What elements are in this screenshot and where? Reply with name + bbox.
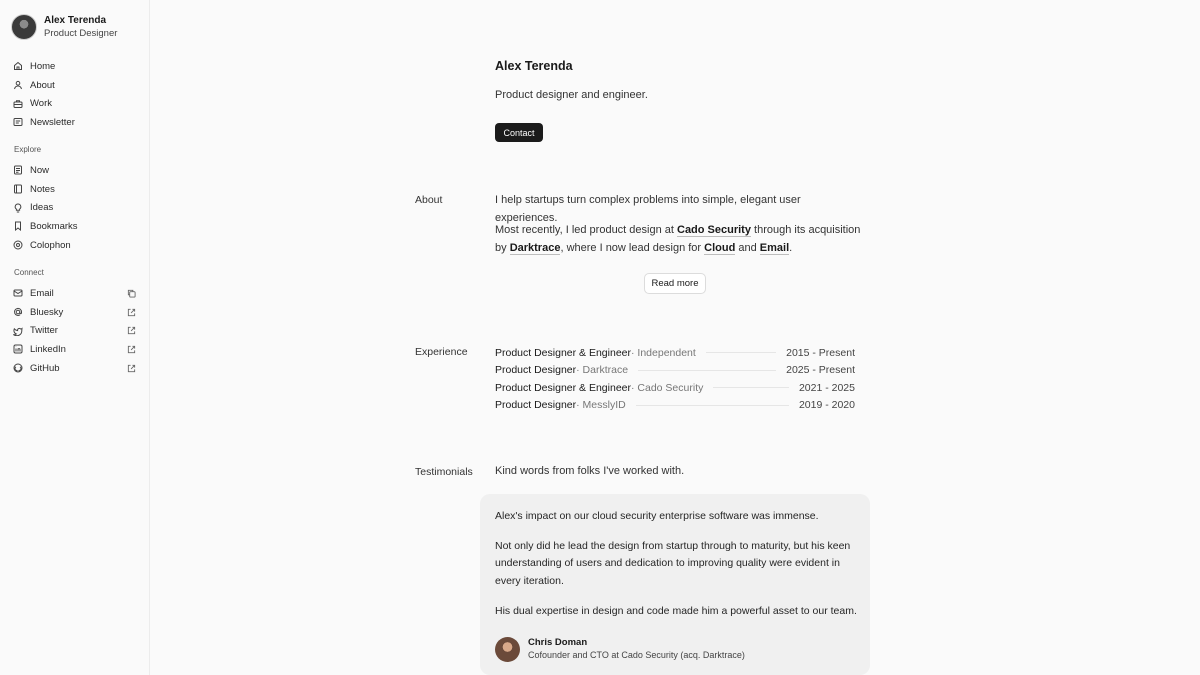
about-paragraph-2	[495, 222, 865, 257]
email-link[interactable]: Email	[759, 241, 790, 254]
experience-title: Product Designer	[495, 364, 577, 377]
notes-icon	[13, 184, 23, 194]
sidebar-item-now[interactable]	[13, 161, 136, 180]
sidebar-item-github[interactable]	[13, 359, 136, 378]
bookmark-icon	[13, 221, 23, 231]
testimonial-quote-2: Not only did he lead the design from startup through to maturity, but his keen understanding of users and dedication to improving quality were evident in every iteration.	[495, 540, 851, 587]
connect-section-label: Connect	[14, 268, 44, 277]
profile-name: Alex Terenda	[44, 15, 107, 26]
experience-dates: 2019 - 2020	[798, 399, 855, 412]
sidebar-item-home[interactable]	[13, 57, 136, 76]
sidebar-item-bluesky[interactable]	[13, 303, 136, 322]
sidebar-item-bookmarks[interactable]	[13, 217, 136, 236]
sidebar-item-notes[interactable]	[13, 180, 136, 199]
avatar	[495, 637, 520, 662]
experience-dates: 2021 - 2025	[798, 381, 855, 394]
testimonial-card	[480, 494, 870, 675]
divider	[636, 405, 789, 406]
colophon-icon	[13, 240, 23, 250]
list-item	[495, 379, 855, 397]
page-title: Alex Terenda	[495, 59, 573, 73]
external-link-icon[interactable]	[127, 364, 136, 373]
sidebar-item-label: Bookmarks	[30, 220, 78, 232]
sidebar-item-label: Home	[30, 60, 56, 72]
lightbulb-icon	[13, 203, 23, 213]
list-item	[495, 397, 855, 415]
cado-security-link[interactable]: Cado Security	[677, 224, 751, 236]
hero-tagline: Product designer and engineer.	[495, 89, 648, 101]
sidebar-item-linkedin[interactable]	[13, 340, 136, 359]
testimonials-section-label: Testimonials	[415, 466, 473, 478]
list-item	[495, 344, 855, 362]
connect-nav	[13, 284, 136, 377]
testimonial-author	[495, 636, 745, 662]
home-icon	[13, 61, 23, 71]
external-link-icon[interactable]	[127, 308, 136, 317]
sidebar-item-label: GitHub	[30, 362, 60, 374]
sidebar-item-label: Newsletter	[30, 116, 75, 128]
experience-company: · Independent	[631, 346, 696, 359]
experience-company: · Cado Security	[631, 381, 704, 394]
experience-dates: 2015 - Present	[786, 346, 855, 359]
sidebar-item-colophon[interactable]	[13, 236, 136, 255]
darktrace-link[interactable]: Darktrace	[509, 241, 561, 254]
divider	[638, 370, 776, 371]
primary-nav	[13, 57, 136, 132]
experience-title: Product Designer	[495, 399, 577, 412]
sidebar	[0, 0, 150, 675]
linkedin-icon	[13, 344, 23, 354]
at-icon	[13, 307, 23, 317]
sidebar-item-about[interactable]	[13, 76, 136, 95]
sidebar-item-label: Email	[30, 287, 54, 299]
profile-role: Product Designer	[44, 28, 118, 39]
user-icon	[13, 80, 23, 90]
external-link-icon[interactable]	[127, 326, 136, 335]
author-name: Chris Doman	[528, 637, 588, 648]
experience-title: Product Designer & Engineer	[495, 381, 631, 394]
note-icon	[13, 165, 23, 175]
twitter-icon	[13, 326, 23, 336]
explore-section-label: Explore	[14, 145, 42, 154]
sidebar-item-label: Colophon	[30, 239, 71, 251]
experience-section-label: Experience	[415, 346, 468, 358]
experience-dates: 2025 - Present	[786, 364, 855, 377]
about-paragraph-1: I help startups turn complex problems into simple, elegant user experiences.	[495, 194, 801, 224]
experience-company: · Darktrace	[576, 364, 629, 377]
read-more-button[interactable]: Read more	[644, 273, 706, 294]
copy-icon[interactable]	[127, 289, 136, 298]
github-icon	[13, 363, 23, 373]
sidebar-item-twitter[interactable]	[13, 321, 136, 340]
about-section-label: About	[415, 194, 443, 206]
sidebar-item-label: LinkedIn	[30, 343, 66, 355]
sidebar-profile[interactable]	[11, 14, 117, 40]
experience-list	[495, 344, 855, 414]
experience-title: Product Designer & Engineer	[495, 346, 631, 359]
sidebar-item-label: Twitter	[30, 325, 58, 337]
sidebar-item-label: Work	[30, 98, 52, 110]
about-text: through its acquisition by	[495, 224, 861, 254]
sidebar-item-label: Bluesky	[30, 306, 64, 318]
testimonial-quote-3: His dual expertise in design and code made him a powerful asset to our team.	[495, 605, 857, 617]
divider	[713, 387, 789, 388]
list-item	[495, 362, 855, 380]
testimonial-quote-1: Alex's impact on our cloud security enterprise software was immense.	[495, 510, 819, 522]
cloud-link[interactable]: Cloud	[704, 241, 736, 254]
testimonials-intro: Kind words from folks I've worked with.	[495, 465, 685, 477]
sidebar-item-label: Ideas	[30, 202, 54, 214]
about-text: Most recently, I led product design at	[495, 224, 677, 236]
sidebar-item-label: Notes	[30, 183, 55, 195]
avatar	[11, 14, 37, 40]
author-role: Cofounder and CTO at Cado Security (acq. Darktrace)	[528, 650, 745, 660]
about-text: and	[735, 241, 760, 254]
sidebar-item-ideas[interactable]	[13, 198, 136, 217]
sidebar-item-email[interactable]	[13, 284, 136, 303]
sidebar-item-label: About	[30, 79, 55, 91]
about-text: , where I now lead design for	[560, 241, 705, 254]
sidebar-item-work[interactable]	[13, 94, 136, 113]
main-content	[150, 0, 1200, 675]
sidebar-item-label: Now	[30, 164, 50, 176]
divider	[706, 352, 776, 353]
newsletter-icon	[13, 117, 23, 127]
mail-icon	[13, 288, 23, 298]
about-text: .	[789, 241, 793, 254]
external-link-icon[interactable]	[127, 345, 136, 354]
briefcase-icon	[13, 99, 23, 109]
experience-company: · MesslyID	[576, 399, 626, 412]
sidebar-item-newsletter[interactable]	[13, 113, 136, 132]
explore-nav	[13, 161, 136, 254]
contact-button[interactable]: Contact	[495, 123, 543, 142]
